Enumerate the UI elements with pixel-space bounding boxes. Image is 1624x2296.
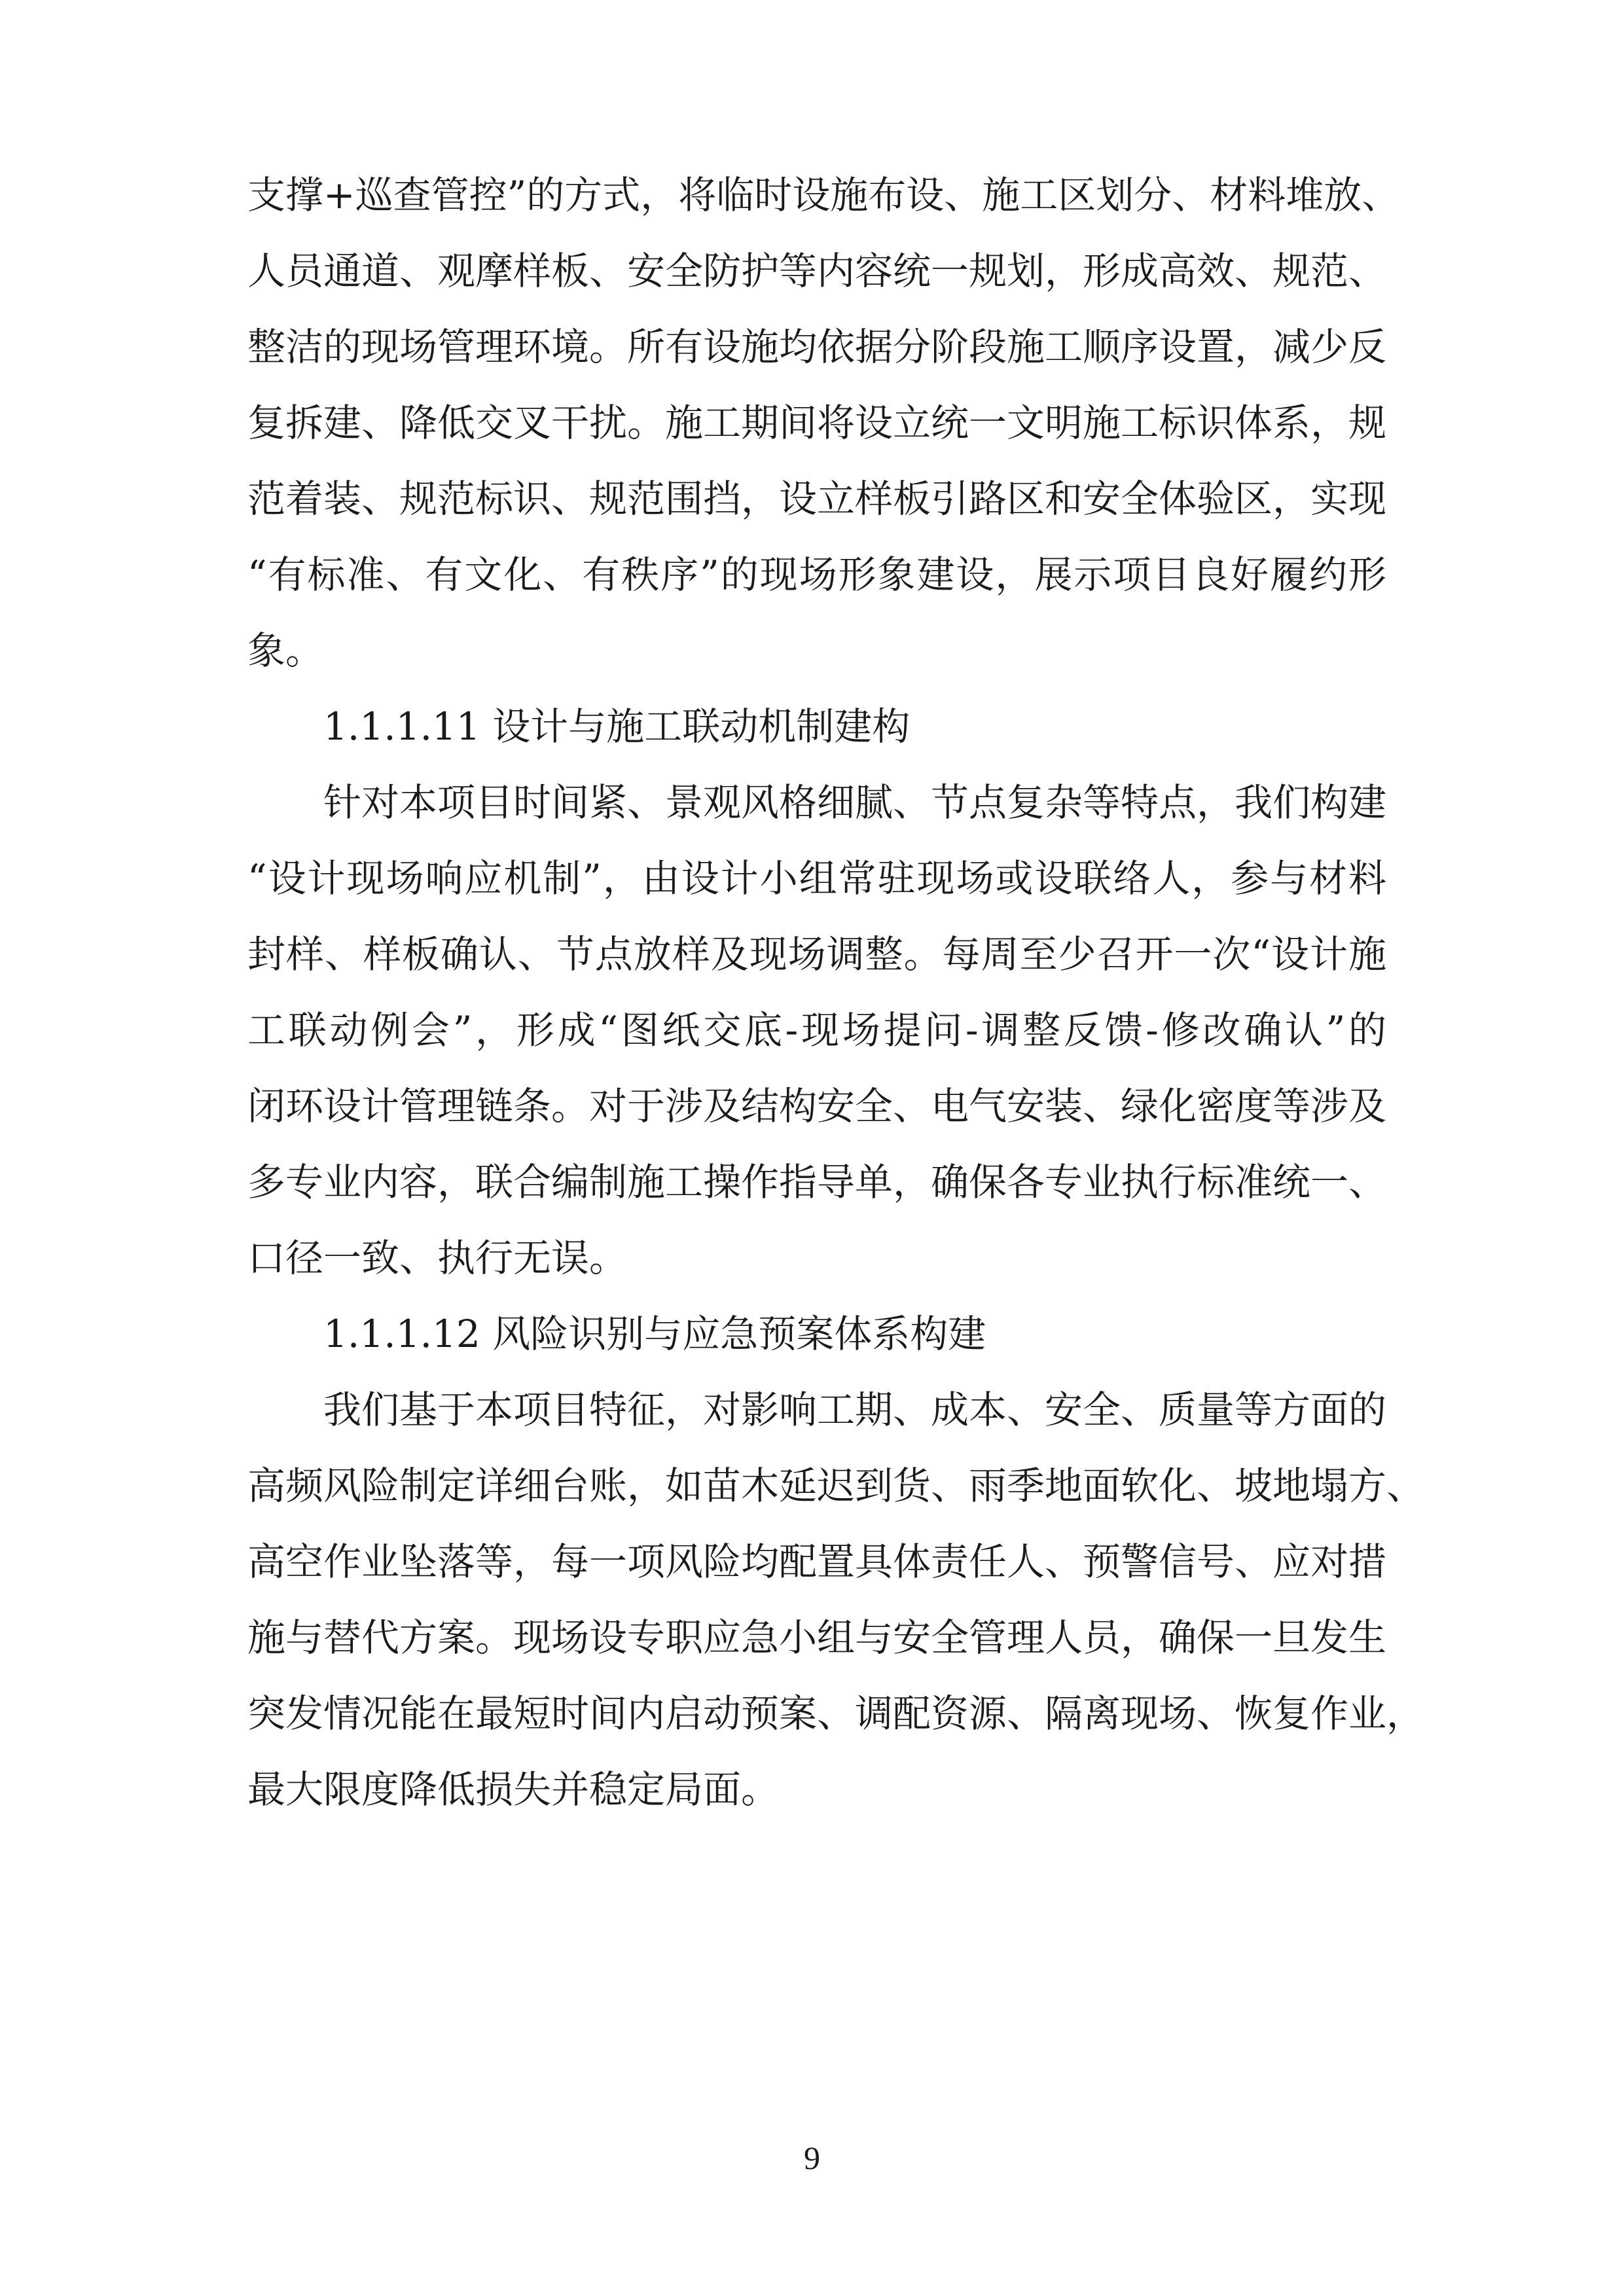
body-line: 工联动例会”，形成“图纸交底-现场提问-调整反馈-修改确认”的: [247, 1008, 1386, 1052]
body-line: 人员通道、观摩样板、安全防护等内容统一规划，形成高效、规范、: [247, 249, 1387, 293]
body-line: 施与替代方案。现场设专职应急小组与安全管理人员，确保一旦发生: [247, 1615, 1387, 1660]
body-line: 整洁的现场管理环境。所有设施均依据分阶段施工顺序设置，减少反: [247, 325, 1387, 369]
body-line: 最大限度降低损失并稳定局面。: [247, 1767, 780, 1812]
body-line: 高频风险制定详细台账，如苗木延迟到货、雨季地面软化、坡地塌方、: [247, 1463, 1425, 1508]
body-line: 口径一致、执行无误。: [247, 1236, 628, 1280]
body-line: 我们基于本项目特征，对影响工期、成本、安全、质量等方面的: [323, 1388, 1387, 1432]
body-line: 复拆建、降低交叉干扰。施工期间将设立统一文明施工标识体系，规: [247, 401, 1387, 445]
page-number: 9: [804, 2140, 820, 2176]
section-heading: 1.1.1.12 风险识别与应急预案体系构建: [323, 1312, 986, 1356]
section-heading: 1.1.1.11 设计与施工联动机制建构: [323, 704, 911, 749]
body-line: 高空作业坠落等，每一项风险均配置具体责任人、预警信号、应对措: [247, 1539, 1387, 1584]
body-line: 支撑+巡查管控”的方式，将临时设施布设、施工区划分、材料堆放、: [247, 173, 1400, 217]
body-line: 多专业内容，联合编制施工操作指导单，确保各专业执行标准统一、: [247, 1160, 1387, 1204]
body-line: “有标准、有文化、有秩序”的现场形象建设，展示项目良好履约形: [247, 552, 1386, 597]
body-line: “设计现场响应机制”，由设计小组常驻现场或设联络人，参与材料: [247, 856, 1386, 901]
body-line: 闭环设计管理链条。对于涉及结构安全、电气安装、绿化密度等涉及: [247, 1084, 1387, 1128]
body-line: 象。: [247, 628, 324, 673]
body-line: 封样、样板确认、节点放样及现场调整。每周至少召开一次“设计施: [247, 932, 1386, 977]
body-line: 范着装、规范标识、规范围挡，设立样板引路区和安全体验区，实现: [247, 476, 1387, 521]
body-line: 针对本项目时间紧、景观风格细腻、节点复杂等特点，我们构建: [323, 780, 1387, 825]
body-line: 突发情况能在最短时间内启动预案、调配资源、隔离现场、恢复作业，: [247, 1691, 1425, 1736]
